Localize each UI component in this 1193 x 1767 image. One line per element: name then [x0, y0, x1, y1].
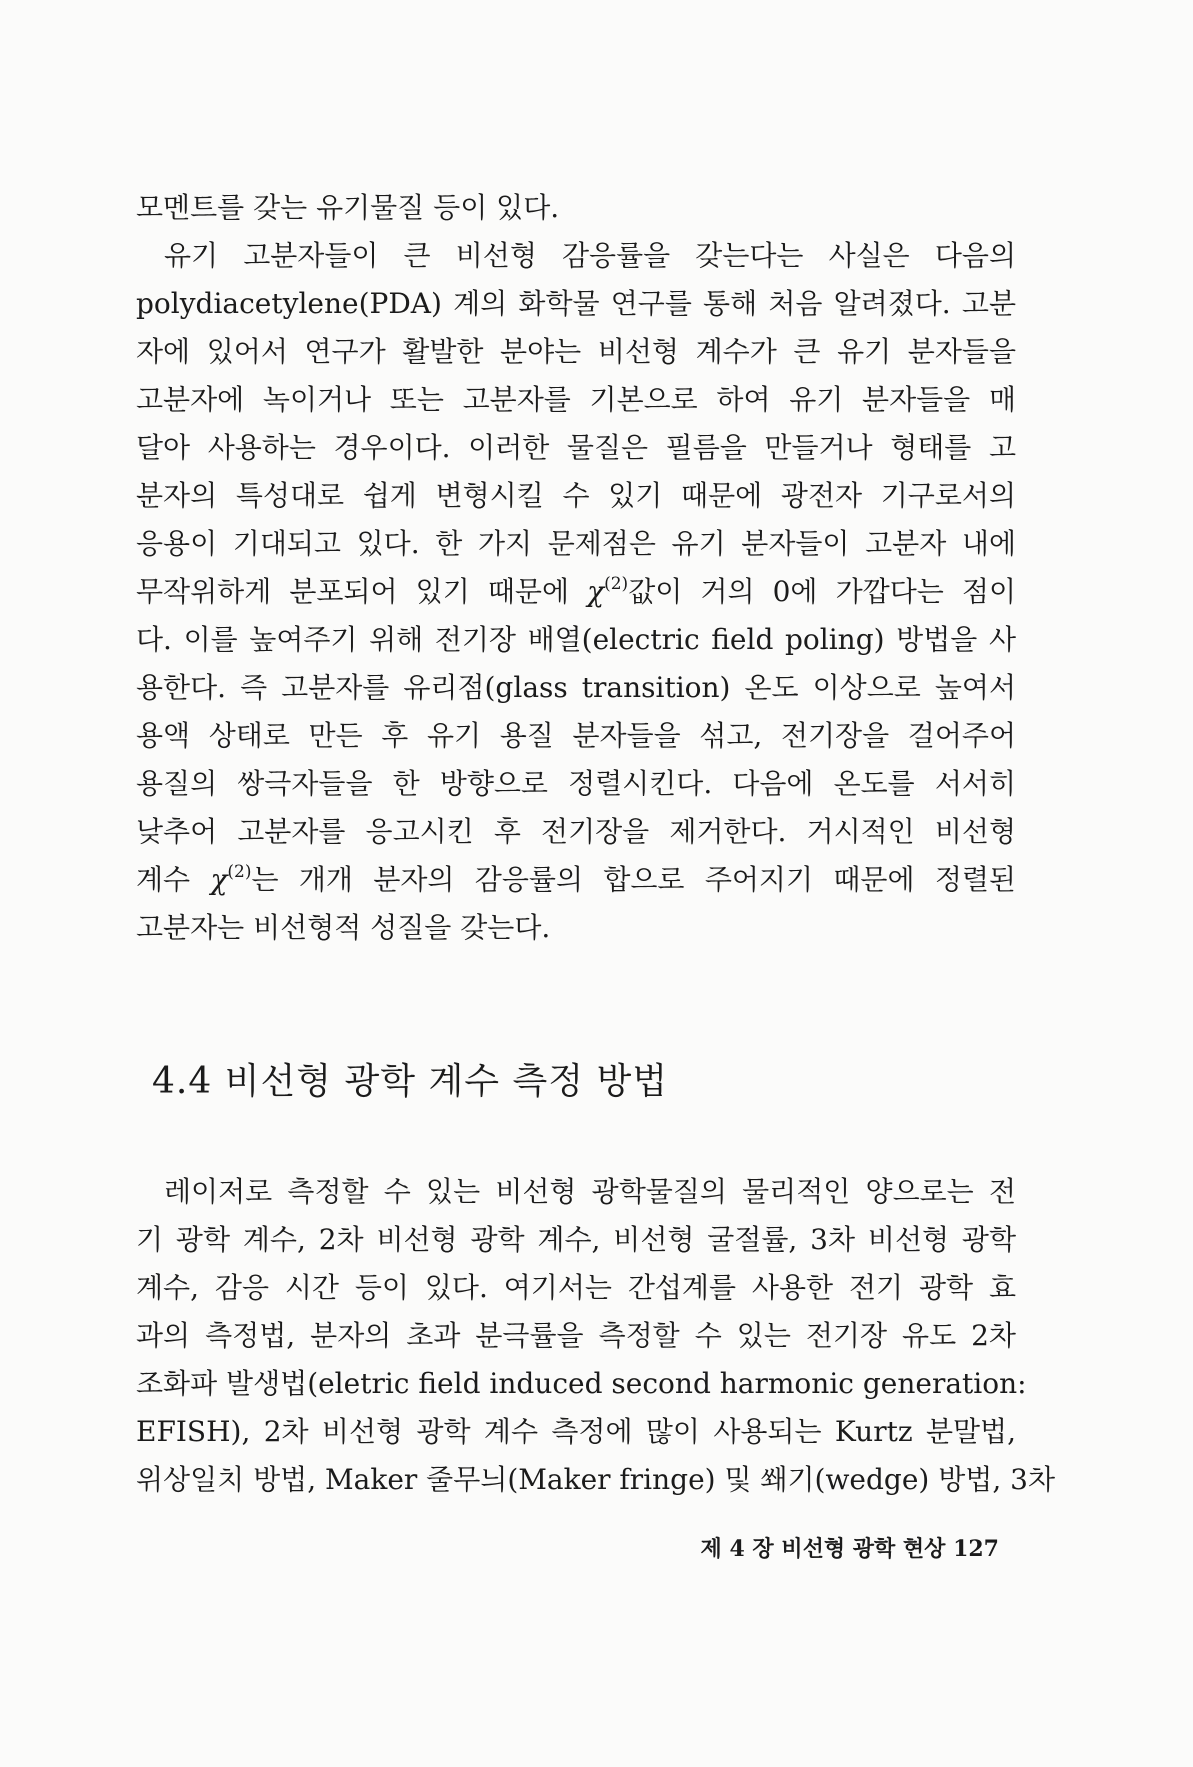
- paragraph-line: EFISH), 2차 비선형 광학 계수 측정에 많이 사용되는 Kurtz 분말법,: [136, 1415, 1016, 1448]
- paragraph-line: 기 광학 계수, 2차 비선형 광학 계수, 비선형 굴절률, 3차 비선형 광학: [136, 1223, 1016, 1256]
- paragraph-line: 레이저로 측정할 수 있는 비선형 광학물질의 물리적인 양으로는 전: [164, 1175, 1016, 1208]
- paragraph-line: 고분자는 비선형적 성질을 갖는다.: [136, 911, 551, 944]
- paragraph-line: 유기 고분자들이 큰 비선형 감응률을 갖는다는 사실은 다음의: [164, 239, 1016, 272]
- superscript-order: (2): [604, 574, 629, 594]
- chi-symbol: χ: [587, 575, 605, 608]
- paragraph-line: 계수, 감응 시간 등이 있다. 여기서는 간섭계를 사용한 전기 광학 효: [136, 1271, 1016, 1304]
- section-heading: 4.4 비선형 광학 계수 측정 방법: [152, 1061, 669, 1102]
- paragraph-line: 자에 있어서 연구가 활발한 분야는 비선형 계수가 큰 유기 분자들을: [136, 335, 1016, 368]
- paragraph-line: 조화파 발생법(eletric field induced second harmonic generation:: [136, 1367, 1027, 1400]
- line-text: 무작위하게 분포되어 있기 때문에: [136, 575, 588, 608]
- chi-symbol: χ: [210, 863, 228, 896]
- paragraph-line: 고분자에 녹이거나 또는 고분자를 기본으로 하여 유기 분자들을 매: [136, 383, 1016, 416]
- paragraph-line: 용질의 쌍극자들을 한 방향으로 정렬시킨다. 다음에 온도를 서서히: [136, 767, 1016, 800]
- paragraph-line: 낮추어 고분자를 응고시킨 후 전기장을 제거한다. 거시적인 비선형: [136, 815, 1016, 848]
- body-text-top: [136, 184, 1016, 952]
- paragraph-line: 용액 상태로 만든 후 유기 용질 분자들을 섞고, 전기장을 걸어주어: [136, 719, 1016, 752]
- paragraph-line: polydiacetylene(PDA) 계의 화학물 연구를 통해 처음 알려졌다. 고분: [136, 287, 1016, 320]
- paragraph-line-with-chi: [136, 568, 1016, 616]
- superscript-order: (2): [227, 862, 252, 882]
- line-text: 값이 거의 0에 가깝다는 점이: [628, 575, 1016, 608]
- line-text: 는 개개 분자의 감응률의 합으로 주어지기 때문에 정렬된: [251, 863, 1016, 896]
- paragraph-line: 과의 측정법, 분자의 초과 분극률을 측정할 수 있는 전기장 유도 2차: [136, 1319, 1016, 1352]
- body-text-bottom: [136, 1168, 1055, 1504]
- page-footer: 제 4 장 비선형 광학 현상 127: [700, 1536, 999, 1562]
- paragraph-line: 용한다. 즉 고분자를 유리점(glass transition) 온도 이상으로 높여서: [136, 671, 1016, 704]
- paragraph-line-with-chi: [136, 856, 1016, 904]
- paragraph-line: 위상일치 방법, Maker 줄무늬(Maker fringe) 및 쐐기(wedge) 방법, 3차: [136, 1463, 1055, 1496]
- line-text: 계수: [136, 863, 211, 896]
- paragraph-line: 모멘트를 갖는 유기물질 등이 있다.: [136, 191, 560, 224]
- paragraph-line: 달아 사용하는 경우이다. 이러한 물질은 필름을 만들거나 형태를 고: [136, 431, 1016, 464]
- paragraph-line: 다. 이를 높여주기 위해 전기장 배열(electric field poling) 방법을 사: [136, 623, 1016, 656]
- paragraph-line: 응용이 기대되고 있다. 한 가지 문제점은 유기 분자들이 고분자 내에: [136, 527, 1016, 560]
- paragraph-line: 분자의 특성대로 쉽게 변형시킬 수 있기 때문에 광전자 기구로서의: [136, 479, 1016, 512]
